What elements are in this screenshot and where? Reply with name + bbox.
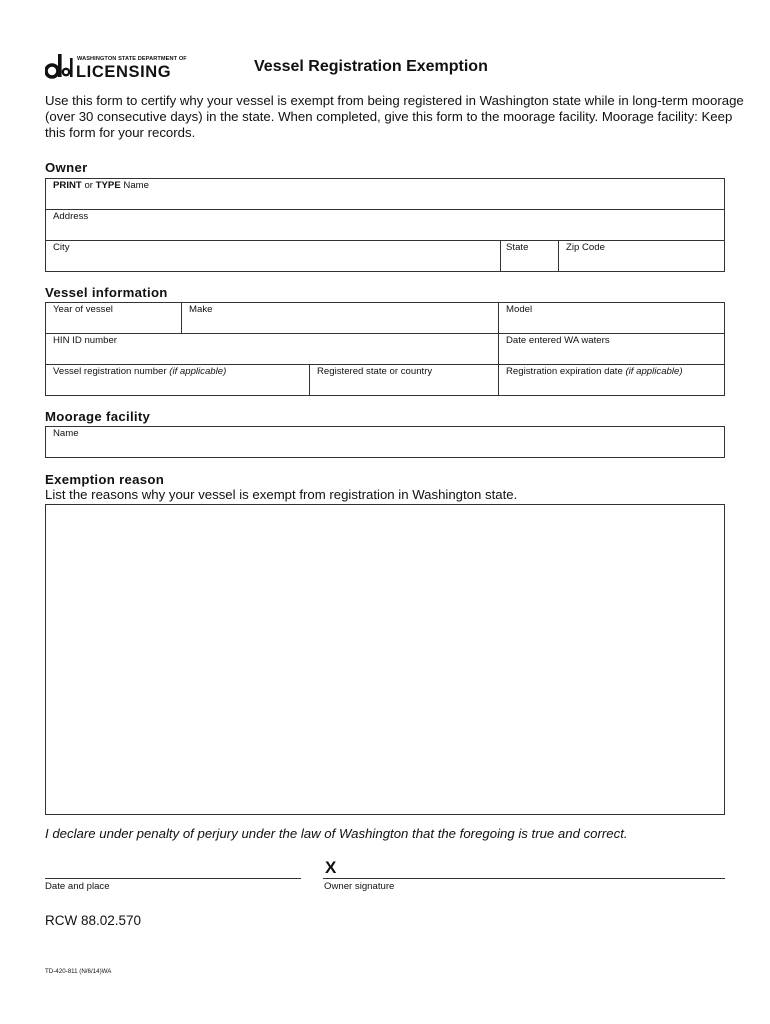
divider bbox=[498, 302, 499, 396]
divider bbox=[181, 302, 182, 333]
model-label: Model bbox=[506, 304, 533, 315]
form-number: TD-420-811 (N/6/14)WA bbox=[45, 968, 112, 975]
intro-text: Use this form to certify why your vessel is exempt from being registered in Washington state while in long-term moorage (over 30 consecutive days) in the state. When completed, give this form to the moorage facility. Moorage facility: Keep this form for your records. bbox=[45, 93, 744, 140]
hin-label: HIN ID number bbox=[53, 335, 117, 346]
logo-licensing-text: LICENSING bbox=[76, 63, 172, 81]
divider bbox=[45, 333, 725, 334]
reg-number-field[interactable] bbox=[53, 379, 305, 393]
moorage-name-label: Name bbox=[53, 428, 79, 439]
type-word: TYPE bbox=[95, 180, 121, 191]
name-word: Name bbox=[120, 180, 149, 191]
make-label: Make bbox=[189, 304, 213, 315]
reg-number-note: (if applicable) bbox=[169, 366, 227, 377]
owner-heading: Owner bbox=[45, 160, 88, 175]
owner-signature-field[interactable] bbox=[345, 860, 723, 876]
divider bbox=[309, 364, 310, 396]
exemption-heading: Exemption reason bbox=[45, 472, 165, 487]
date-place-label: Date and place bbox=[45, 881, 110, 892]
date-entered-label: Date entered WA waters bbox=[506, 335, 610, 346]
address-label: Address bbox=[53, 211, 89, 222]
divider bbox=[500, 240, 501, 272]
dol-logo bbox=[45, 52, 190, 82]
city-label: City bbox=[53, 242, 70, 253]
date-place-field[interactable] bbox=[45, 860, 301, 876]
address-field[interactable] bbox=[53, 224, 713, 238]
reg-state-field[interactable] bbox=[317, 379, 493, 393]
reg-exp-field[interactable] bbox=[506, 379, 720, 393]
divider bbox=[45, 209, 725, 210]
exemption-subtitle: List the reasons why your vessel is exempt from registration in Washington state. bbox=[45, 487, 518, 502]
reg-number-text: Vessel registration number bbox=[53, 366, 170, 377]
owner-signature-label: Owner signature bbox=[324, 881, 395, 892]
city-field[interactable] bbox=[53, 255, 493, 269]
divider bbox=[45, 240, 725, 241]
hin-field[interactable] bbox=[53, 348, 493, 362]
declaration-text: I declare under penalty of perjury under the law of Washington that the foregoing is true and correct. bbox=[45, 826, 628, 841]
state-label: State bbox=[506, 242, 529, 253]
exemption-reason-textarea[interactable] bbox=[45, 504, 725, 815]
state-field[interactable] bbox=[506, 255, 554, 269]
reg-exp-label bbox=[506, 366, 683, 377]
zip-label: Zip Code bbox=[566, 242, 605, 253]
year-field[interactable] bbox=[53, 317, 177, 331]
model-field[interactable] bbox=[506, 317, 720, 331]
divider bbox=[45, 364, 725, 365]
signature-line bbox=[323, 878, 725, 879]
or-word: or bbox=[81, 180, 96, 191]
moorage-heading: Moorage facility bbox=[45, 409, 151, 424]
signature-x-mark: X bbox=[325, 858, 337, 877]
rcw-reference: RCW 88.02.570 bbox=[45, 913, 142, 928]
owner-name-field[interactable] bbox=[53, 193, 713, 207]
logo-department-text: WASHINGTON STATE DEPARTMENT OF bbox=[77, 56, 187, 62]
date-entered-field[interactable] bbox=[506, 348, 720, 362]
reg-state-label: Registered state or country bbox=[317, 366, 433, 377]
form-title: Vessel Registration Exemption bbox=[254, 58, 488, 75]
vessel-heading: Vessel information bbox=[45, 285, 168, 300]
zip-field[interactable] bbox=[566, 255, 720, 269]
owner-name-label bbox=[53, 180, 149, 191]
reg-exp-note: (if applicable) bbox=[625, 366, 683, 377]
reg-number-label bbox=[53, 366, 226, 377]
moorage-name-field[interactable] bbox=[53, 441, 713, 455]
year-label: Year of vessel bbox=[53, 304, 113, 315]
make-field[interactable] bbox=[189, 317, 493, 331]
divider bbox=[558, 240, 559, 272]
dol-logo-mark-icon bbox=[45, 52, 75, 80]
print-word: PRINT bbox=[53, 180, 82, 191]
date-place-line bbox=[45, 878, 301, 879]
reg-exp-text: Registration expiration date bbox=[506, 366, 626, 377]
